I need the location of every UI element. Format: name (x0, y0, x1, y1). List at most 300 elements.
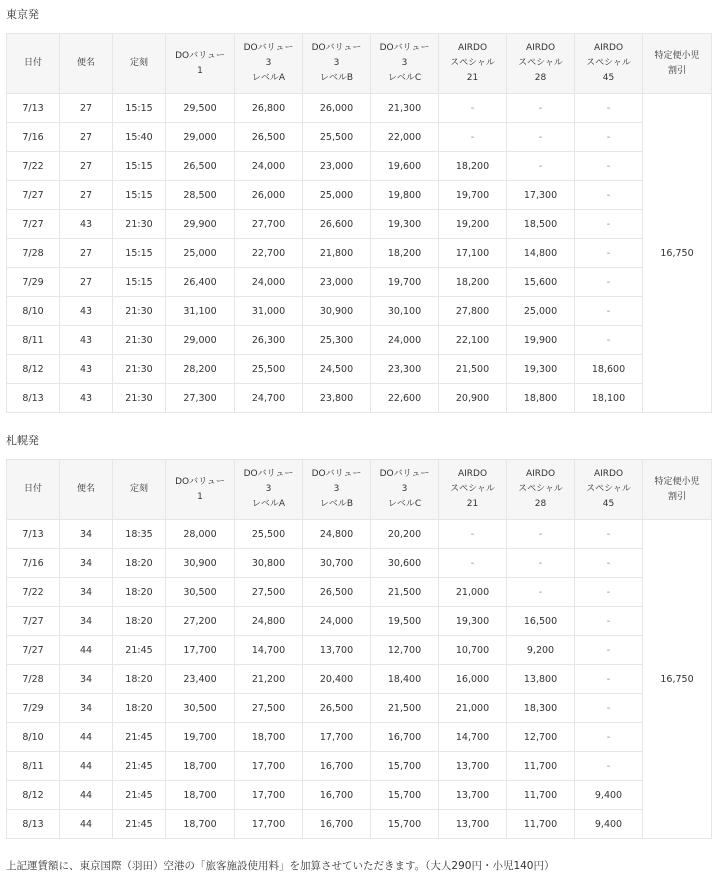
table-row (7, 607, 712, 636)
table-row (7, 239, 712, 268)
cell-date: 7/28 (7, 239, 60, 268)
column-header-airdo-special-21 (439, 34, 507, 94)
cell-do-value-3-level-a: 22,700 (235, 239, 303, 268)
cell-departure-time: 18:35 (113, 520, 166, 549)
cell-do-value-3-level-b: 30,700 (303, 549, 371, 578)
cell-departure-time: 21:45 (113, 636, 166, 665)
cell-departure-time: 15:40 (113, 123, 166, 152)
cell-airdo-special-28: - (507, 520, 575, 549)
cell-date: 7/29 (7, 268, 60, 297)
cell-date: 7/22 (7, 152, 60, 181)
cell-airdo-special-28: 9,200 (507, 636, 575, 665)
table-row (7, 94, 712, 123)
header-line: 45 (602, 499, 615, 509)
header-line: スペシャル (450, 484, 495, 494)
table-row (7, 723, 712, 752)
table-row (7, 181, 712, 210)
cell-airdo-special-21: 13,700 (439, 810, 507, 839)
cell-do-value-3-level-a: 30,800 (235, 549, 303, 578)
cell-departure-time: 15:15 (113, 94, 166, 123)
cell-date: 7/22 (7, 578, 60, 607)
cell-airdo-special-21: 13,700 (439, 781, 507, 810)
cell-do-value-1: 28,500 (166, 181, 235, 210)
column-header-do-value-3-level-c (371, 34, 439, 94)
table-row (7, 694, 712, 723)
table-row (7, 549, 712, 578)
cell-airdo-special-45: - (575, 94, 643, 123)
header-line: DOバリュー (243, 469, 294, 479)
cell-do-value-3-level-c: 18,200 (371, 239, 439, 268)
cell-date: 7/16 (7, 549, 60, 578)
cell-date: 7/13 (7, 94, 60, 123)
header-line: レベルC (387, 499, 422, 509)
table-row (7, 268, 712, 297)
column-header-airdo-special-45 (575, 34, 643, 94)
header-line: 21 (466, 73, 479, 83)
cell-airdo-special-21: 21,000 (439, 578, 507, 607)
cell-airdo-special-28: 18,300 (507, 694, 575, 723)
table-row (7, 123, 712, 152)
column-header-child-discount (643, 34, 712, 94)
cell-do-value-3-level-c: 30,100 (371, 297, 439, 326)
header-line: 割引 (667, 491, 686, 502)
cell-date: 8/13 (7, 810, 60, 839)
header-line: スペシャル (586, 58, 631, 68)
cell-airdo-special-28: - (507, 123, 575, 152)
cell-airdo-special-21: 19,700 (439, 181, 507, 210)
cell-date: 7/27 (7, 607, 60, 636)
cell-airdo-special-21: 10,700 (439, 636, 507, 665)
cell-airdo-special-45: - (575, 578, 643, 607)
cell-flight-number: 44 (60, 810, 113, 839)
cell-do-value-3-level-b: 23,000 (303, 152, 371, 181)
cell-do-value-1: 29,000 (166, 326, 235, 355)
column-header-do-value-3-level-b (303, 460, 371, 520)
cell-do-value-3-level-a: 26,000 (235, 181, 303, 210)
cell-do-value-3-level-a: 25,500 (235, 520, 303, 549)
cell-airdo-special-28: 11,700 (507, 810, 575, 839)
cell-airdo-special-28: - (507, 549, 575, 578)
cell-airdo-special-45: 18,100 (575, 384, 643, 413)
cell-do-value-3-level-a: 14,700 (235, 636, 303, 665)
cell-do-value-1: 29,900 (166, 210, 235, 239)
cell-flight-number: 43 (60, 210, 113, 239)
section-title-tokyo: 東京発 (6, 8, 39, 21)
cell-airdo-special-21: 21,500 (439, 355, 507, 384)
header-line: DOバリュー (379, 469, 430, 479)
cell-do-value-3-level-c: 19,300 (371, 210, 439, 239)
cell-do-value-1: 31,100 (166, 297, 235, 326)
header-line: 45 (602, 73, 615, 83)
cell-do-value-1: 28,000 (166, 520, 235, 549)
table-row (7, 152, 712, 181)
cell-airdo-special-28: 18,500 (507, 210, 575, 239)
cell-flight-number: 27 (60, 181, 113, 210)
cell-do-value-1: 30,500 (166, 578, 235, 607)
cell-flight-number: 27 (60, 152, 113, 181)
cell-airdo-special-21: 19,200 (439, 210, 507, 239)
cell-do-value-3-level-a: 27,500 (235, 694, 303, 723)
header-line: レベルB (319, 499, 354, 509)
header-line: 3 (401, 58, 408, 68)
header-line: スペシャル (518, 58, 563, 68)
cell-flight-number: 34 (60, 665, 113, 694)
cell-do-value-3-level-b: 24,500 (303, 355, 371, 384)
cell-do-value-1: 30,500 (166, 694, 235, 723)
cell-airdo-special-21: 21,000 (439, 694, 507, 723)
cell-do-value-3-level-a: 27,700 (235, 210, 303, 239)
cell-airdo-special-45: - (575, 297, 643, 326)
cell-airdo-special-45: - (575, 723, 643, 752)
cell-flight-number: 44 (60, 781, 113, 810)
cell-do-value-3-level-c: 12,700 (371, 636, 439, 665)
cell-airdo-special-45: - (575, 210, 643, 239)
header-line: レベルA (251, 499, 286, 509)
cell-flight-number: 27 (60, 94, 113, 123)
column-header-departure-time: 定刻 (113, 34, 166, 94)
cell-do-value-1: 18,700 (166, 810, 235, 839)
header-line: AIRDO (525, 43, 556, 53)
cell-child-discount: 16,750 (643, 520, 712, 839)
cell-do-value-3-level-a: 17,700 (235, 752, 303, 781)
cell-do-value-3-level-b: 25,000 (303, 181, 371, 210)
cell-departure-time: 18:20 (113, 607, 166, 636)
cell-airdo-special-45: - (575, 694, 643, 723)
column-header-date: 日付 (7, 34, 60, 94)
cell-do-value-3-level-a: 27,500 (235, 578, 303, 607)
cell-do-value-3-level-c: 22,000 (371, 123, 439, 152)
cell-airdo-special-45: - (575, 520, 643, 549)
cell-airdo-special-28: 17,300 (507, 181, 575, 210)
cell-flight-number: 34 (60, 694, 113, 723)
cell-date: 7/29 (7, 694, 60, 723)
cell-airdo-special-21: 18,200 (439, 152, 507, 181)
cell-do-value-3-level-c: 30,600 (371, 549, 439, 578)
cell-departure-time: 15:15 (113, 239, 166, 268)
cell-do-value-1: 25,000 (166, 239, 235, 268)
cell-airdo-special-21: 20,900 (439, 384, 507, 413)
cell-airdo-special-28: - (507, 94, 575, 123)
header-row (7, 460, 712, 520)
column-header-child-discount (643, 460, 712, 520)
column-header-flight-number: 便名 (60, 460, 113, 520)
cell-airdo-special-28: 25,000 (507, 297, 575, 326)
cell-departure-time: 21:30 (113, 384, 166, 413)
cell-do-value-3-level-c: 21,300 (371, 94, 439, 123)
cell-date: 7/13 (7, 520, 60, 549)
header-line: 1 (197, 491, 203, 502)
column-header-do-value-3-level-a (235, 460, 303, 520)
cell-do-value-3-level-b: 26,600 (303, 210, 371, 239)
cell-airdo-special-45: - (575, 152, 643, 181)
cell-do-value-3-level-a: 26,500 (235, 123, 303, 152)
column-header-date: 日付 (7, 460, 60, 520)
footnote-facility-fee: 上記運賃額に、東京国際（羽田）空港の「旅客施設使用料」を加算させていただきます。（大人290円・小児140円） (6, 860, 555, 872)
header-line: 3 (265, 484, 272, 494)
cell-airdo-special-28: - (507, 578, 575, 607)
cell-do-value-3-level-b: 24,800 (303, 520, 371, 549)
cell-do-value-3-level-c: 15,700 (371, 752, 439, 781)
cell-airdo-special-21: 16,000 (439, 665, 507, 694)
cell-do-value-3-level-c: 16,700 (371, 723, 439, 752)
header-line: 28 (534, 499, 547, 509)
column-header-departure-time: 定刻 (113, 460, 166, 520)
cell-airdo-special-45: - (575, 268, 643, 297)
cell-do-value-3-level-b: 25,500 (303, 123, 371, 152)
header-line: AIRDO (593, 469, 624, 479)
cell-do-value-1: 18,700 (166, 781, 235, 810)
cell-date: 7/16 (7, 123, 60, 152)
cell-do-value-3-level-c: 19,800 (371, 181, 439, 210)
cell-departure-time: 21:45 (113, 781, 166, 810)
table-row (7, 326, 712, 355)
cell-do-value-1: 18,700 (166, 752, 235, 781)
header-line: 3 (265, 58, 272, 68)
column-header-do-value-3-level-a (235, 34, 303, 94)
cell-do-value-1: 28,200 (166, 355, 235, 384)
cell-flight-number: 34 (60, 549, 113, 578)
cell-do-value-3-level-c: 19,500 (371, 607, 439, 636)
cell-do-value-3-level-c: 20,200 (371, 520, 439, 549)
cell-departure-time: 18:20 (113, 665, 166, 694)
cell-airdo-special-21: 14,700 (439, 723, 507, 752)
cell-airdo-special-21: - (439, 94, 507, 123)
table-row (7, 665, 712, 694)
column-header-do-value-1 (166, 460, 235, 520)
cell-do-value-3-level-c: 22,600 (371, 384, 439, 413)
cell-do-value-1: 19,700 (166, 723, 235, 752)
cell-do-value-1: 26,400 (166, 268, 235, 297)
cell-airdo-special-45: - (575, 607, 643, 636)
cell-do-value-3-level-b: 25,300 (303, 326, 371, 355)
table-row (7, 636, 712, 665)
cell-flight-number: 43 (60, 384, 113, 413)
cell-departure-time: 21:30 (113, 210, 166, 239)
cell-do-value-3-level-a: 26,300 (235, 326, 303, 355)
cell-departure-time: 18:20 (113, 694, 166, 723)
cell-airdo-special-28: - (507, 152, 575, 181)
cell-airdo-special-28: 11,700 (507, 781, 575, 810)
cell-date: 8/13 (7, 384, 60, 413)
cell-airdo-special-45: - (575, 123, 643, 152)
table-row (7, 210, 712, 239)
cell-departure-time: 15:15 (113, 268, 166, 297)
header-line: スペシャル (586, 484, 631, 494)
cell-airdo-special-21: - (439, 520, 507, 549)
column-header-airdo-special-45 (575, 460, 643, 520)
header-line: 21 (466, 499, 479, 509)
cell-airdo-special-45: - (575, 181, 643, 210)
cell-airdo-special-28: 14,800 (507, 239, 575, 268)
column-header-airdo-special-21 (439, 460, 507, 520)
cell-airdo-special-28: 19,300 (507, 355, 575, 384)
cell-date: 8/11 (7, 326, 60, 355)
cell-do-value-3-level-b: 30,900 (303, 297, 371, 326)
cell-airdo-special-45: 18,600 (575, 355, 643, 384)
cell-do-value-3-level-a: 25,500 (235, 355, 303, 384)
cell-airdo-special-28: 12,700 (507, 723, 575, 752)
header-line: スペシャル (518, 484, 563, 494)
table-row (7, 781, 712, 810)
cell-departure-time: 18:20 (113, 578, 166, 607)
header-line: 3 (401, 484, 408, 494)
cell-flight-number: 43 (60, 326, 113, 355)
cell-airdo-special-45: - (575, 636, 643, 665)
column-header-do-value-3-level-c (371, 460, 439, 520)
cell-departure-time: 21:45 (113, 810, 166, 839)
column-header-airdo-special-28 (507, 460, 575, 520)
cell-airdo-special-28: 11,700 (507, 752, 575, 781)
cell-do-value-3-level-b: 23,800 (303, 384, 371, 413)
cell-do-value-3-level-a: 24,000 (235, 268, 303, 297)
cell-child-discount: 16,750 (643, 94, 712, 413)
column-header-flight-number: 便名 (60, 34, 113, 94)
header-line: DOバリュー (311, 469, 362, 479)
cell-date: 7/27 (7, 210, 60, 239)
cell-airdo-special-28: 15,600 (507, 268, 575, 297)
cell-do-value-3-level-b: 23,000 (303, 268, 371, 297)
cell-do-value-3-level-a: 24,000 (235, 152, 303, 181)
cell-do-value-1: 17,700 (166, 636, 235, 665)
cell-date: 8/12 (7, 355, 60, 384)
cell-airdo-special-45: - (575, 752, 643, 781)
header-line: AIRDO (525, 469, 556, 479)
cell-departure-time: 21:45 (113, 723, 166, 752)
cell-flight-number: 44 (60, 636, 113, 665)
cell-flight-number: 27 (60, 239, 113, 268)
header-line: AIRDO (457, 43, 488, 53)
cell-airdo-special-21: 27,800 (439, 297, 507, 326)
cell-date: 8/10 (7, 297, 60, 326)
cell-departure-time: 21:30 (113, 297, 166, 326)
cell-airdo-special-21: 22,100 (439, 326, 507, 355)
fare-table-sapporo (6, 459, 712, 839)
cell-do-value-3-level-c: 19,700 (371, 268, 439, 297)
cell-do-value-3-level-c: 23,300 (371, 355, 439, 384)
cell-do-value-3-level-a: 31,000 (235, 297, 303, 326)
cell-airdo-special-45: 9,400 (575, 781, 643, 810)
cell-do-value-3-level-b: 26,000 (303, 94, 371, 123)
cell-flight-number: 34 (60, 607, 113, 636)
header-line: 3 (333, 58, 340, 68)
cell-airdo-special-28: 16,500 (507, 607, 575, 636)
cell-flight-number: 43 (60, 355, 113, 384)
cell-departure-time: 21:30 (113, 355, 166, 384)
table-row (7, 810, 712, 839)
header-line: レベルC (387, 73, 422, 83)
cell-do-value-3-level-a: 17,700 (235, 781, 303, 810)
cell-do-value-3-level-b: 13,700 (303, 636, 371, 665)
header-line: 特定便小児 (654, 50, 700, 61)
cell-airdo-special-21: 17,100 (439, 239, 507, 268)
header-line: スペシャル (450, 58, 495, 68)
cell-departure-time: 15:15 (113, 152, 166, 181)
cell-airdo-special-21: - (439, 123, 507, 152)
cell-do-value-3-level-b: 26,500 (303, 578, 371, 607)
cell-airdo-special-28: 19,900 (507, 326, 575, 355)
table-row (7, 578, 712, 607)
header-line: DOバリュー (175, 50, 225, 61)
cell-flight-number: 27 (60, 268, 113, 297)
cell-departure-time: 15:15 (113, 181, 166, 210)
cell-do-value-3-level-a: 24,700 (235, 384, 303, 413)
header-line: DOバリュー (175, 476, 225, 487)
cell-airdo-special-45: - (575, 549, 643, 578)
header-line: レベルA (251, 73, 286, 83)
header-line: 特定便小児 (654, 476, 700, 487)
table-row (7, 297, 712, 326)
cell-do-value-3-level-b: 26,500 (303, 694, 371, 723)
table-row (7, 520, 712, 549)
cell-flight-number: 34 (60, 578, 113, 607)
column-header-airdo-special-28 (507, 34, 575, 94)
header-line: DOバリュー (379, 43, 430, 53)
cell-flight-number: 44 (60, 752, 113, 781)
cell-do-value-3-level-b: 17,700 (303, 723, 371, 752)
cell-departure-time: 21:45 (113, 752, 166, 781)
cell-do-value-3-level-b: 16,700 (303, 752, 371, 781)
cell-departure-time: 21:30 (113, 326, 166, 355)
cell-do-value-3-level-a: 17,700 (235, 810, 303, 839)
table-row (7, 752, 712, 781)
cell-airdo-special-28: 18,800 (507, 384, 575, 413)
column-header-do-value-3-level-b (303, 34, 371, 94)
cell-do-value-1: 27,200 (166, 607, 235, 636)
header-line: AIRDO (593, 43, 624, 53)
cell-flight-number: 43 (60, 297, 113, 326)
cell-do-value-3-level-c: 18,400 (371, 665, 439, 694)
column-header-do-value-1 (166, 34, 235, 94)
cell-flight-number: 27 (60, 123, 113, 152)
cell-airdo-special-21: 19,300 (439, 607, 507, 636)
table-row (7, 384, 712, 413)
cell-flight-number: 44 (60, 723, 113, 752)
cell-do-value-1: 29,000 (166, 123, 235, 152)
cell-departure-time: 18:20 (113, 549, 166, 578)
cell-airdo-special-45: 9,400 (575, 810, 643, 839)
cell-date: 8/11 (7, 752, 60, 781)
header-line: レベルB (319, 73, 354, 83)
cell-do-value-3-level-b: 21,800 (303, 239, 371, 268)
header-line: 1 (197, 65, 203, 76)
cell-do-value-3-level-a: 18,700 (235, 723, 303, 752)
cell-do-value-3-level-a: 26,800 (235, 94, 303, 123)
cell-airdo-special-45: - (575, 326, 643, 355)
header-line: 割引 (667, 65, 686, 76)
cell-do-value-3-level-c: 24,000 (371, 326, 439, 355)
header-line: AIRDO (457, 469, 488, 479)
cell-do-value-3-level-c: 15,700 (371, 810, 439, 839)
cell-do-value-3-level-c: 15,700 (371, 781, 439, 810)
cell-do-value-3-level-a: 24,800 (235, 607, 303, 636)
cell-airdo-special-45: - (575, 665, 643, 694)
cell-do-value-3-level-c: 19,600 (371, 152, 439, 181)
cell-do-value-3-level-b: 20,400 (303, 665, 371, 694)
cell-airdo-special-21: - (439, 549, 507, 578)
header-line: DOバリュー (243, 43, 294, 53)
cell-do-value-1: 27,300 (166, 384, 235, 413)
section-title-sapporo: 札幌発 (6, 434, 39, 447)
cell-date: 7/28 (7, 665, 60, 694)
cell-airdo-special-28: 13,800 (507, 665, 575, 694)
cell-do-value-1: 30,900 (166, 549, 235, 578)
fare-table-tokyo (6, 33, 712, 413)
cell-do-value-3-level-b: 16,700 (303, 810, 371, 839)
cell-do-value-1: 29,500 (166, 94, 235, 123)
cell-do-value-1: 26,500 (166, 152, 235, 181)
cell-airdo-special-21: 18,200 (439, 268, 507, 297)
cell-do-value-3-level-b: 16,700 (303, 781, 371, 810)
